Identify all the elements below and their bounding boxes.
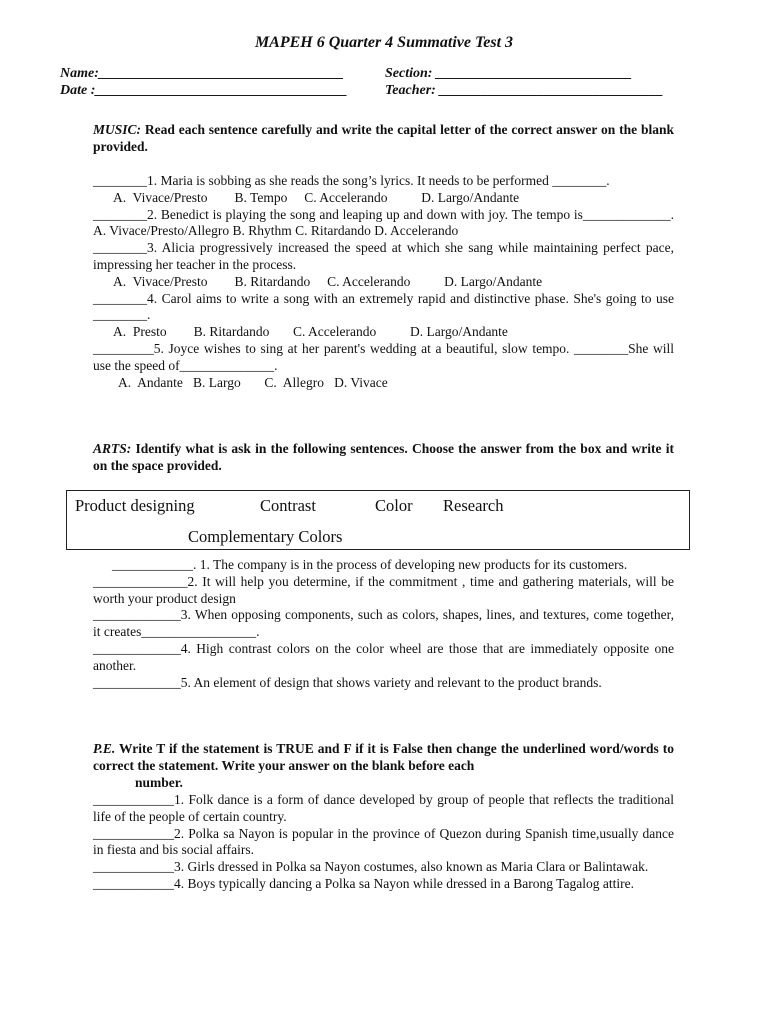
music-label: MUSIC: xyxy=(93,122,142,137)
pe-label: P.E. xyxy=(93,741,116,756)
pe-questions xyxy=(93,792,674,893)
arts-question-3: _____________3. When opposing components, such as colors, shapes, lines, and textures, come together, it creates_________________. xyxy=(93,607,674,640)
pe-question-1: ____________1. Folk dance is a form of dance developed by group of people that reflects the traditional life of the people of certain country. xyxy=(93,792,674,824)
choice-complementary-colors: Complementary Colors xyxy=(188,527,343,546)
answer-choices-box xyxy=(66,490,690,550)
music-options-5: A. Andante B. Largo C. Allegro D. Vivace xyxy=(118,374,388,390)
pe-instruction xyxy=(93,741,674,791)
pe-question-4: ____________4. Boys typically dancing a Polka sa Nayon while dressed in a Barong Tagalog attire. xyxy=(93,875,634,891)
music-question-4: ________4. Carol aims to write a song with an extremely rapid and distinctive phase. She's going to use ________. xyxy=(93,290,674,323)
pe-question-3: ____________3. Girls dressed in Polka sa Nayon costumes, also known as Maria Clara or Balintawak. xyxy=(93,859,649,875)
arts-questions xyxy=(93,557,674,691)
music-options-4: A. Presto B. Ritardando C. Accelerando D. Largo/Andante xyxy=(113,324,508,340)
music-options-1: A. Vivace/Presto B. Tempo C. Accelerando D. Largo/Andante xyxy=(113,189,520,205)
teacher-field: Teacher: ________________________________ xyxy=(385,83,664,98)
pe-question-2: ____________2. Polka sa Nayon is popular in the province of Quezon during Spanish time,usually dance in fiesta and bis social affairs. xyxy=(93,825,674,858)
music-question-3: ________3. Alicia progressively increased the speed at which she sang while maintaining perfect pace, impressing her teacher in the process. xyxy=(93,240,674,272)
name-field: Name:___________________________________ xyxy=(60,66,344,81)
arts-question-2: ______________2. It will help you determine, if the commitment , time and gathering materials, will be worth your product design xyxy=(93,573,674,606)
pe-instruction-text: Write T if the statement is TRUE and F if it is False then change the underlined word/words to correct the statement. Write your answer on the blank before each xyxy=(93,741,674,773)
arts-question-1: ____________. 1. The company is in the process of developing new products for its customers. xyxy=(112,557,628,572)
arts-instruction-text: Identify what is ask in the following sentences. Choose the answer from the box and write it on the space provided. xyxy=(93,441,674,473)
music-options-3: A. Vivace/Presto B. Ritardando C. Accelerando D. Largo/Andante xyxy=(113,273,543,289)
page-title: MAPEH 6 Quarter 4 Summative Test 3 xyxy=(254,34,514,51)
pe-instruction-number: number. xyxy=(135,774,183,790)
arts-question-5: _____________5. An element of design that shows variety and relevant to the product brands. xyxy=(93,674,602,690)
choice-product-designing: Product designing xyxy=(75,496,195,515)
music-instruction-text: Read each sentence carefully and write the capital letter of the correct answer on the blank provided. xyxy=(93,122,674,154)
arts-instruction xyxy=(93,441,674,475)
music-questions xyxy=(93,173,674,391)
music-question-2: ________2. Benedict is playing the song and leaping up and down with joy. The tempo is_____________. A. Vivace/Presto/Allegro B. Rhythm C. Ritardando D. Accelerando xyxy=(93,206,674,239)
choice-research: Research xyxy=(443,496,504,515)
arts-question-4: _____________4. High contrast colors on the color wheel are those that are immediately opposite one another. xyxy=(93,640,674,673)
music-instruction xyxy=(93,122,674,156)
music-question-1: ________1. Maria is sobbing as she reads the song’s lyrics. It needs to be performed ________. xyxy=(93,173,610,188)
choice-color: Color xyxy=(375,496,413,515)
arts-label: ARTS: xyxy=(93,441,132,456)
choice-contrast: Contrast xyxy=(260,496,316,515)
music-question-5: _________5. Joyce wishes to sing at her parent's wedding at a beautiful, slow tempo. ________She will use the speed of______________. xyxy=(93,340,674,373)
date-field: Date :____________________________________ xyxy=(60,83,348,98)
section-field: Section: ____________________________ xyxy=(385,66,632,81)
